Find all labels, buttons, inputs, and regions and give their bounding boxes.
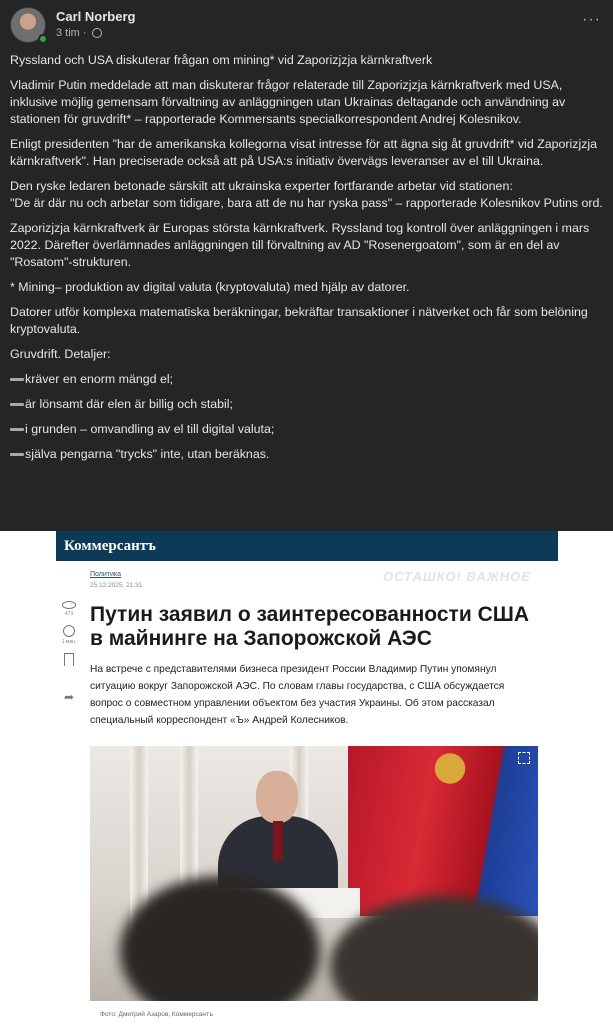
detail-item xyxy=(10,396,610,413)
article-screenshot[interactable] xyxy=(0,531,613,1024)
post-paragraph: Vladimir Putin meddelade att man diskuterar frågor relaterade till Zaporizjzja kärnkraftverk med USA, inklusive möjlig gemensam förvaltning av anläggningen utan Ukrainas deltagande och användning av stationen för gruvdrift* – rapporterade Kommersants specialkorrespondent Andrej Kolesnikov. xyxy=(10,78,566,126)
post-paragraph: Datorer utför komplexa matematiska beräkningar, bekräftar transaktioner i nätverket och får som belöning kryptovaluta. xyxy=(10,305,588,336)
speaker-tie xyxy=(273,821,283,861)
detail-text: kräver en enorm mängd el; xyxy=(25,372,174,386)
post-header xyxy=(10,7,603,47)
views-icon xyxy=(62,601,76,609)
bookmark-icon xyxy=(64,653,74,666)
expand-icon[interactable] xyxy=(518,752,530,764)
post-paragraph: Enligt presidenten "har de amerikanska kollegorna visat intresse för att ägna sig åt gruvdrift* vid Zaporizjzja kärnkraftverk". Han preciserade också att på USA:s initiativ övervägs leveranser av el till Ukraina. xyxy=(10,137,598,168)
more-options-button[interactable]: ··· xyxy=(582,11,601,28)
read-time: 1 мин. xyxy=(61,639,77,645)
detail-item xyxy=(10,446,610,463)
post-paragraph: * Mining– produktion av digital valuta (kryptovaluta) med hjälp av datorer. xyxy=(10,280,410,294)
detail-text: är lönsamt där elen är billig och stabil; xyxy=(25,397,233,411)
article-photo xyxy=(90,746,538,1001)
post-quote: "De är där nu och arbetar som tidigare, bara att de nu har ryska pass" – rapporterade Kolesnikov Putins ord. xyxy=(10,196,603,210)
views-count: 473 xyxy=(64,611,74,617)
watermark-stamp: ОСТАШКО! ВАЖНОЕ xyxy=(383,569,531,584)
kommersant-header-bar xyxy=(56,531,558,561)
post-paragraph: Ryssland och USA diskuterar frågan om mining* vid Zaporizjzja kärnkraftverk xyxy=(10,53,433,67)
article-headline: Путин заявил о заинтересованности США в майнинге на Запорожской АЭС xyxy=(90,603,530,650)
dash-icon xyxy=(10,453,24,456)
dash-icon xyxy=(10,378,24,381)
post-paragraph: Zaporizjzja kärnkraftverk är Europas största kärnkraftverk. Ryssland tog kontroll över anläggningen i mars 2022. Därefter överlämnades anläggningen till förvaltning av AD "Rosenergoatom", som är en del av "Rosatom"-strukturen. xyxy=(10,221,590,269)
dash-icon xyxy=(10,403,24,406)
dash-icon xyxy=(10,428,24,431)
post-meta xyxy=(56,27,102,39)
article-lead: На встрече с представителями бизнеса президент России Владимир Путин упомянул ситуацию вокруг Запорожской АЭС. По словам главы государства, с США обсуждается вопрос о совместном управлении объектом без участия Украины. Об этом рассказал специальный корреспондент «Ъ» Андрей Колесников. xyxy=(90,664,505,726)
kommersant-logo: Коммерсантъ xyxy=(64,538,156,554)
clock-icon xyxy=(63,625,75,637)
share-icon: ➦ xyxy=(63,690,75,704)
detail-text: i grunden – omvandling av el till digital valuta; xyxy=(25,422,275,436)
post-text xyxy=(10,52,610,471)
detail-item xyxy=(10,421,610,438)
separator-dot: · xyxy=(82,27,87,39)
article-rubric: Политика xyxy=(90,571,121,578)
post-paragraph: Gruvdrift. Detaljer: xyxy=(10,347,111,361)
post-paragraph xyxy=(10,178,610,212)
article-side-icons xyxy=(60,601,78,702)
detail-text: själva pengarna "trycks" inte, utan beräknas. xyxy=(25,447,270,461)
detail-item xyxy=(10,371,610,388)
article-date: 25.12.2025, 21:31 xyxy=(90,582,143,589)
online-status-icon xyxy=(38,34,48,44)
author-name[interactable]: Carl Norberg xyxy=(56,9,136,24)
coat-of-arms xyxy=(420,746,480,791)
globe-icon xyxy=(92,28,102,38)
post-time[interactable]: 3 tim xyxy=(56,27,80,39)
post-paragraph-line: Den ryske ledaren betonade särskilt att ukrainska experter fortfarande arbetar vid stationen: xyxy=(10,179,513,193)
speaker-head xyxy=(256,771,298,823)
photo-credit: Фото: Дмитрий Азаров, Коммерсантъ xyxy=(100,1011,213,1018)
